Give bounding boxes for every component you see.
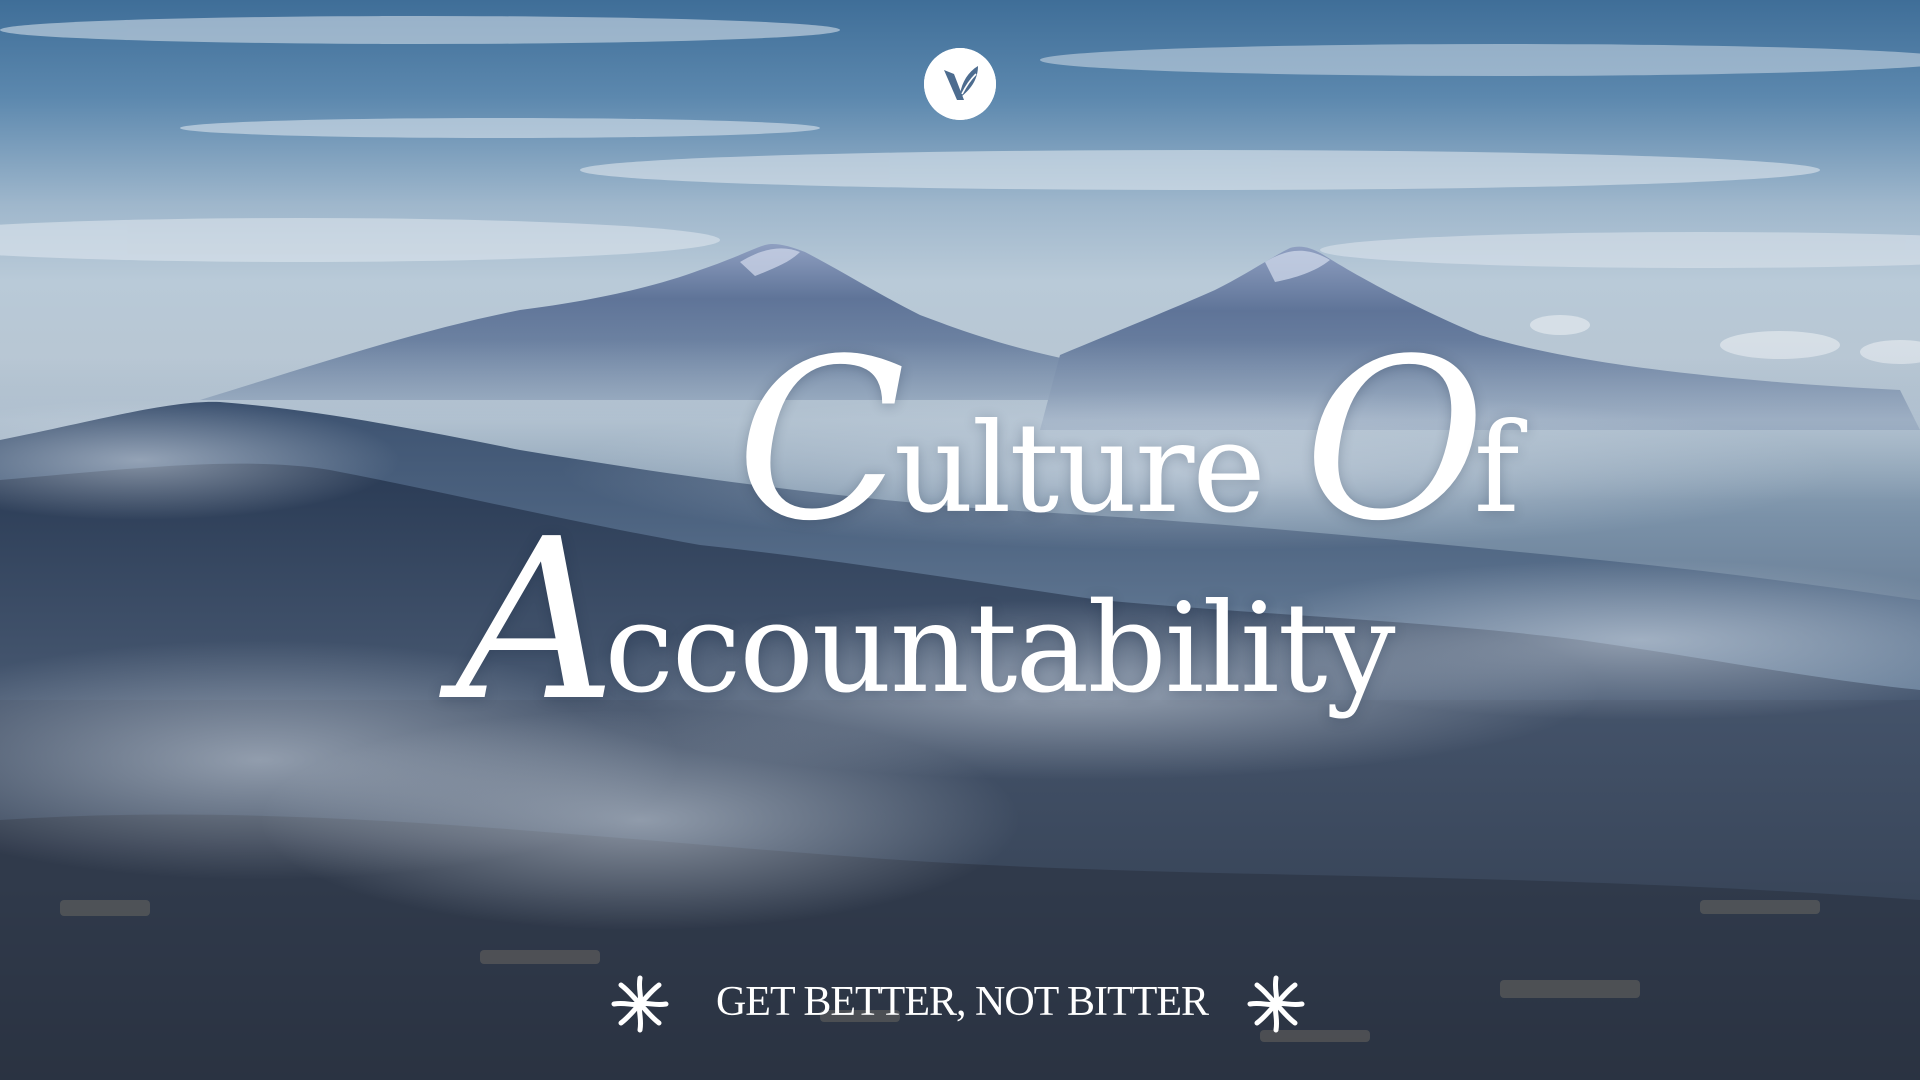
- leaf-v-logo-icon: [924, 48, 996, 120]
- title-word-accountability: ccountability: [604, 577, 1394, 721]
- company-logo: [924, 48, 996, 120]
- title-initial-a: A: [456, 492, 615, 750]
- tagline-row: [608, 968, 1312, 1038]
- tagline-text: GET BETTER, NOT BITTER: [715, 979, 1209, 1025]
- title-initial-c: C: [736, 312, 904, 570]
- asterisk-sparkle-icon: [1244, 972, 1308, 1036]
- title-initial-o: O: [1303, 312, 1484, 570]
- title-word-culture: ulture: [893, 397, 1264, 541]
- title-line-2: [456, 492, 1394, 750]
- asterisk-sparkle-icon: [608, 972, 672, 1036]
- title-word-of: f: [1473, 397, 1518, 541]
